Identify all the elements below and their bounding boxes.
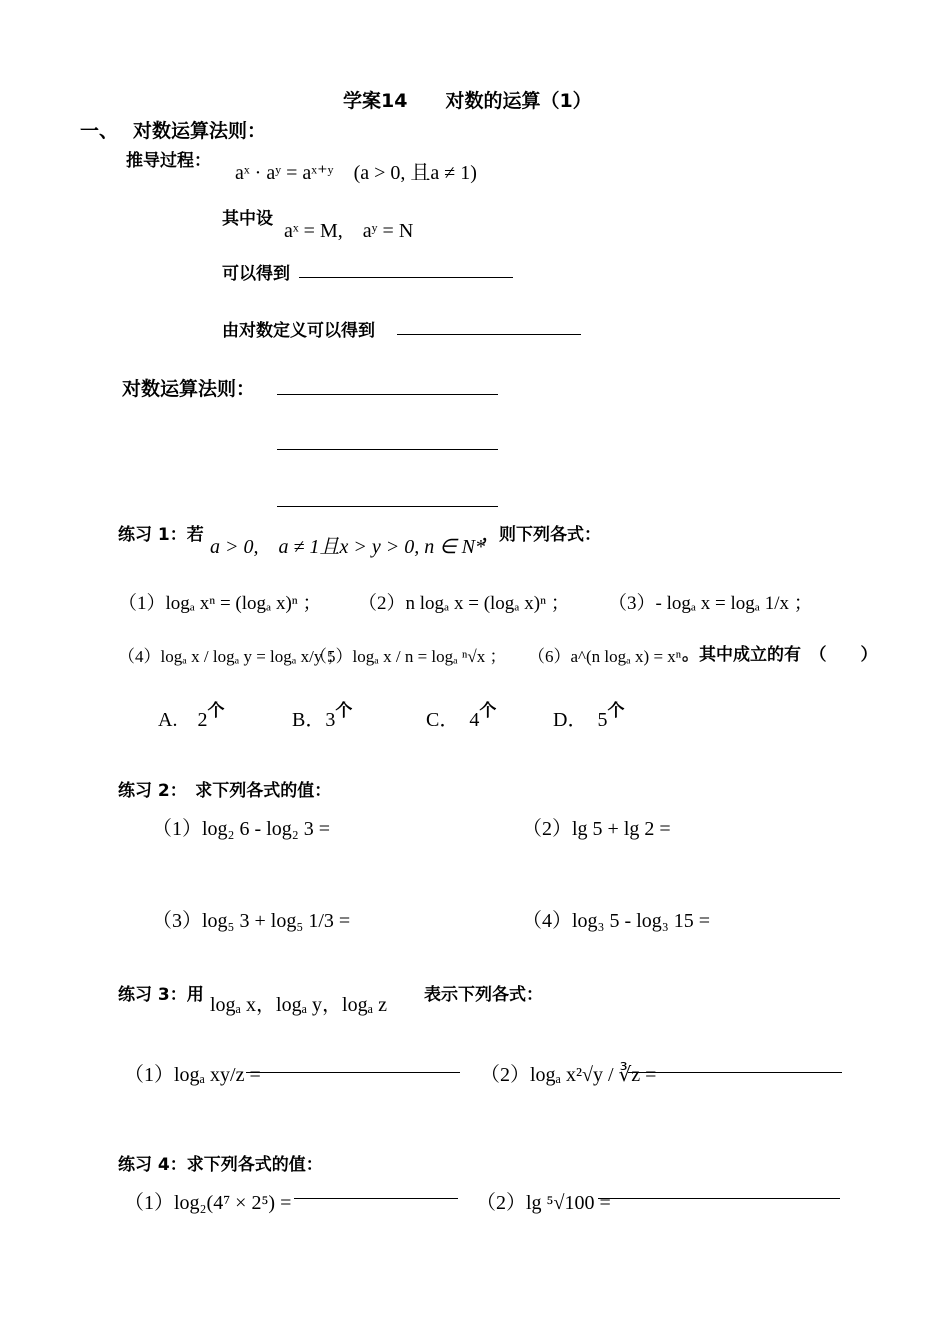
option-b-label: B．3 — [292, 709, 336, 731]
exercise-1-tail: ，则下列各式： — [482, 525, 601, 545]
option-unit: 个 — [207, 701, 225, 720]
exercise-1-condition: a > 0, a ≠ 1且x > y > 0, n ∈ N* — [210, 536, 485, 558]
exercise-2-item: （4）log₃ 5 - log₃ 15 = — [522, 910, 710, 932]
derivation-equation: aˣ · aʸ = aˣ⁺ʸ (a > 0, 且a ≠ 1) — [235, 162, 477, 184]
answer-blank[interactable] — [299, 277, 513, 278]
exercise-1-item: （6）a^(n logₐ x) = xⁿ — [528, 647, 682, 666]
exercise-4-item: （1）log₂(4⁷ × 2⁵) = — [124, 1192, 292, 1214]
option-a-label: A. 2 — [158, 709, 208, 731]
by-definition-label: 由对数定义可以得到 — [222, 321, 375, 341]
option-d-label: D． 5 — [553, 709, 608, 731]
exercise-3-item: （1）logₐ xy/z = — [124, 1064, 261, 1086]
exercise-1-label: 练习 1：若 — [118, 525, 204, 545]
option-c-label: C． 4 — [426, 709, 480, 731]
answer-blank[interactable] — [397, 334, 581, 335]
option-b[interactable] — [292, 703, 352, 732]
exercise-4-label: 练习 4：求下列各式的值： — [118, 1155, 323, 1175]
let-label: 其中设 — [222, 209, 273, 229]
option-unit: 个 — [607, 701, 625, 720]
rules-label: 对数运算法则： — [122, 378, 256, 400]
exercise-1-item: （5）logₐ x / n = logₐ ⁿ√x ； — [310, 647, 507, 666]
exercise-2-label: 练习 2： 求下列各式的值： — [118, 781, 332, 801]
option-a[interactable] — [158, 703, 224, 732]
option-c[interactable] — [426, 703, 496, 732]
answer-blank[interactable] — [246, 1072, 460, 1073]
section-number: 一、 — [80, 120, 119, 142]
exercise-3-variables: logₐ x，logₐ y，logₐ z — [210, 994, 387, 1016]
exercise-3-item: （2）logₐ x²√y / ∛z = — [480, 1064, 657, 1086]
exercise-3-label: 练习 3：用 — [118, 985, 204, 1005]
exercise-1-item: （1）logₐ xⁿ = (logₐ x)ⁿ ； — [118, 593, 322, 614]
obtain-label: 可以得到 — [222, 264, 290, 284]
exercise-3-tail: 表示下列各式： — [424, 985, 543, 1005]
option-d[interactable] — [553, 703, 624, 732]
exercise-1-item: （3）- logₐ x = logₐ 1/x ； — [608, 593, 813, 614]
derivation-label: 推导过程： — [126, 151, 211, 171]
exercise-4-item: （2）lg ⁵√100 = — [476, 1192, 611, 1214]
exercise-2-item: （2）lg 5 + lg 2 = — [522, 818, 671, 840]
answer-blank[interactable] — [277, 506, 498, 507]
answer-blank[interactable] — [598, 1198, 840, 1199]
exercise-2-item: （3）log₅ 3 + log₅ 1/3 = — [152, 910, 351, 932]
page-title: 学案14 对数的运算（1） — [343, 90, 592, 112]
answer-blank[interactable] — [277, 449, 498, 450]
exercise-1-item: （2）n logₐ x = (logₐ x)ⁿ ； — [358, 593, 570, 614]
section-title: 对数运算法则： — [133, 120, 267, 142]
option-unit: 个 — [335, 701, 353, 720]
exercise-2-item: （1）log₂ 6 - log₂ 3 = — [152, 818, 330, 840]
answer-blank[interactable] — [277, 394, 498, 395]
exercise-1-item: （4）logₐ x / logₐ y = logₐ x/y ； — [118, 647, 344, 666]
answer-blank[interactable] — [294, 1198, 458, 1199]
exercise-1-question: 。其中成立的有 （ ） — [682, 645, 878, 665]
let-equation: aˣ = M, aʸ = N — [284, 220, 414, 242]
answer-blank[interactable] — [628, 1072, 842, 1073]
option-unit: 个 — [479, 701, 497, 720]
